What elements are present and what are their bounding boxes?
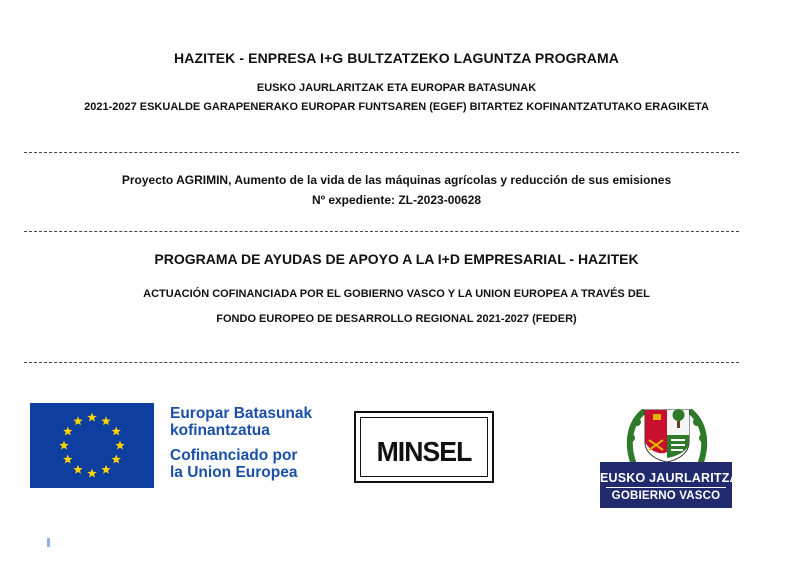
eu-star-icon xyxy=(63,427,73,436)
eu-text-line-3: Cofinanciado por xyxy=(170,447,298,464)
eu-star-icon xyxy=(87,413,97,422)
eu-star-icon xyxy=(115,441,125,450)
eusko-jaurlaritza-text: EUSKO JAURLARITZA xyxy=(600,471,739,485)
dashed-separator xyxy=(24,152,739,153)
project-name: Proyecto AGRIMIN, Aumento de la vida de las máquinas agrícolas y reducción de sus emisiones xyxy=(121,173,672,187)
dashed-separator xyxy=(24,231,739,232)
eu-star-icon xyxy=(111,427,121,436)
eu-text-line-4: la Union Europea xyxy=(170,464,298,481)
eu-star-icon xyxy=(87,469,97,478)
eu-text-line-1: Europar Batasunak xyxy=(170,405,313,422)
eu-cofinance-text xyxy=(170,405,312,481)
program-line-2: FONDO EUROPEO DE DESARROLLO REGIONAL 2021-2027 (FEDER) xyxy=(216,313,577,325)
eu-star-icon xyxy=(101,465,111,474)
eu-star-icon xyxy=(73,416,83,425)
text-cursor-icon xyxy=(47,538,50,547)
program-title: PROGRAMA DE AYUDAS DE APOYO A LA I+D EMPRESARIAL - HAZITEK xyxy=(154,251,639,267)
subtitle-egef: 2021-2027 ESKUALDE GARAPENERAKO EUROPAR FUNTSAREN (EGEF) BITARTEZ KOFINANTZATUTAKO ERAGIKETA xyxy=(84,101,709,113)
eu-stars-icon xyxy=(30,403,154,488)
eu-flag-logo xyxy=(30,403,154,488)
minsel-logo-text: MINSEL xyxy=(376,436,472,467)
minsel-logo xyxy=(354,411,494,483)
basque-government-banner xyxy=(600,462,739,508)
file-number: Nº expediente: ZL-2023-00628 xyxy=(311,193,482,207)
eu-star-icon xyxy=(59,441,69,450)
eu-star-icon xyxy=(63,455,73,464)
eu-star-icon xyxy=(73,465,83,474)
eu-star-icon xyxy=(111,455,121,464)
eu-star-icon xyxy=(101,416,111,425)
dashed-separator xyxy=(24,362,739,363)
basque-coat-of-arms-icon xyxy=(625,404,709,464)
program-line-1: ACTUACIÓN COFINANCIADA POR EL GOBIERNO VASCO Y LA UNION EUROPEA A TRAVÉS DEL xyxy=(143,288,650,300)
gobierno-vasco-text: GOBIERNO VASCO xyxy=(611,490,721,502)
main-title: HAZITEK - ENPRESA I+G BULTZATZEKO LAGUNTZA PROGRAMA xyxy=(174,50,619,66)
subtitle-cofinance: EUSKO JAURLARITZAK ETA EUROPAR BATASUNAK xyxy=(256,82,537,94)
eu-text-line-2: kofinantzatua xyxy=(170,422,270,439)
